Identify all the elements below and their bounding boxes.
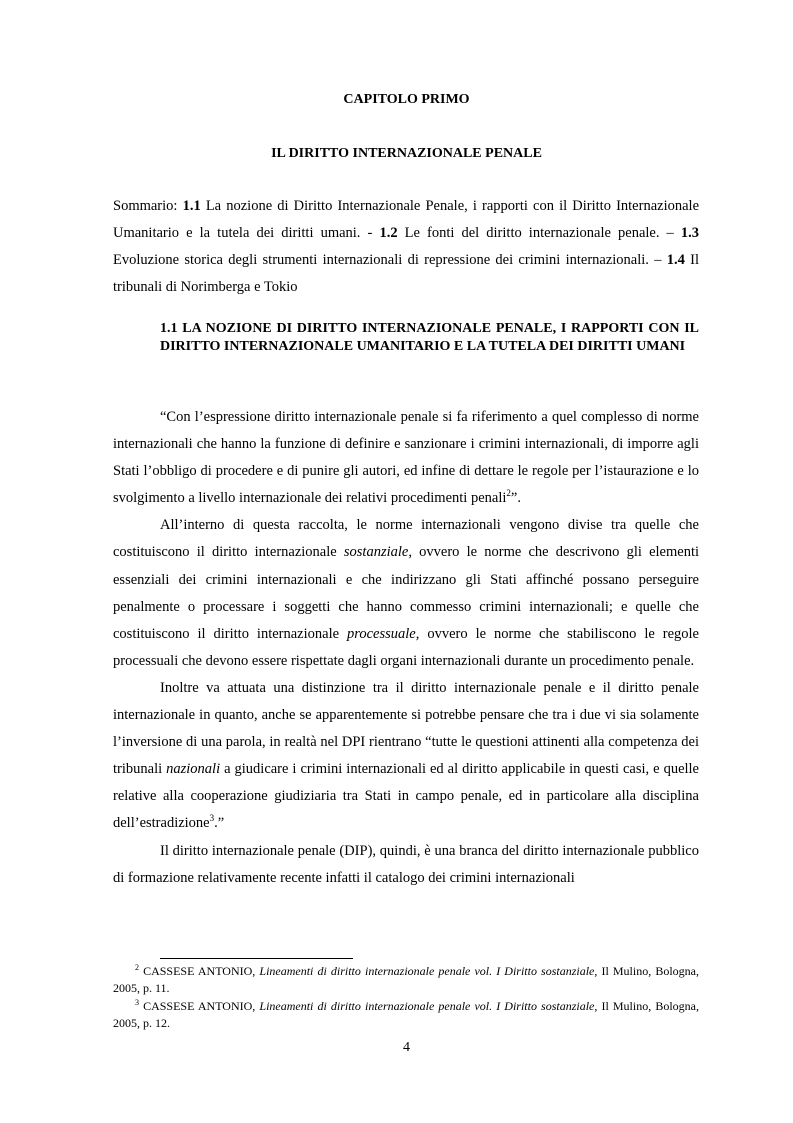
- emphasis-text: processuale,: [347, 625, 420, 642]
- emphasis-text: sostanziale,: [343, 544, 412, 561]
- footnote-title: Lineamenti di diritto internazionale penale vol. I Diritto sostanziale: [259, 964, 595, 978]
- chapter-subtitle: IL DIRITTO INTERNAZIONALE PENALE: [271, 146, 542, 161]
- footnotes: [113, 963, 699, 1033]
- chapter-title: CAPITOLO PRIMO: [343, 92, 470, 107]
- paragraph-text: All’interno di questa raccolta, le norme internazionali vengono divise tra quelle che costituiscono il diritto internazionale: [113, 517, 699, 561]
- footnote-number: 2: [135, 963, 139, 972]
- footnote-ref[interactable]: 2: [506, 488, 511, 499]
- summary: [113, 193, 699, 301]
- paragraph: [113, 838, 699, 892]
- paragraph: [113, 675, 699, 838]
- footnote-author: CASSESE ANTONIO,: [139, 999, 260, 1013]
- footnote-rest: , Il Mulino, Bologna, 2005, p. 11.: [113, 964, 699, 995]
- summary-item-number: 1.4: [666, 252, 685, 268]
- page-number: 4: [403, 1040, 410, 1055]
- footnote: [113, 963, 699, 997]
- summary-item-text: La nozione di Diritto Internazionale Penale, i rapporti con il Diritto Internazionale Umanitario e la tutela dei diritti umani. -: [113, 198, 700, 241]
- section-heading: 1.1 LA NOZIONE DI DIRITTO INTERNAZIONALE PENALE, I RAPPORTI CON IL DIRITTO INTERNAZIONALE UMANITARIO E LA TUTELA DEI DIRITTI UMANI: [160, 321, 699, 354]
- footnote-ref[interactable]: 3: [209, 813, 215, 824]
- footnote-rest: , Il Mulino, Bologna, 2005, p. 12.: [113, 999, 699, 1030]
- summary-item-text: Evoluzione storica degli strumenti internazionali di repressione dei crimini internazionali. –: [113, 252, 667, 268]
- footnote-title: Lineamenti di diritto internazionale penale vol. I Diritto sostanziale: [259, 999, 595, 1013]
- emphasis-text: nazionali: [166, 761, 221, 778]
- summary-item-number: 1.2: [379, 225, 398, 241]
- summary-item-number: 1.3: [680, 225, 700, 241]
- paragraph: [113, 512, 699, 675]
- summary-item-text: Il tribunali di Norimberga e Tokio: [113, 252, 699, 295]
- paragraph: [113, 404, 699, 512]
- paragraph-text: ”.: [510, 490, 521, 507]
- paragraph-text: ovvero le norme che stabiliscono le regole processuali che devono essere rispettate dagli organi internazionali durante un procedimento penale.: [113, 625, 699, 669]
- paragraph-text: ovvero le norme che descrivono gli elementi essenziali dei crimini internazionali e che indirizzano gli Stati affinché possano perseguire penalmente o processare i soggetti che hanno commesso crimini internazionali; e quelle che costituiscono il diritto internazionale: [113, 544, 699, 642]
- paragraph-text: .”: [214, 815, 225, 832]
- paragraph-text: Il diritto internazionale penale (DIP), quindi, è una branca del diritto internazionale pubblico di formazione relativamente recente infatti il catalogo dei crimini internazionali: [113, 842, 699, 886]
- summary-item-text: Le fonti del diritto internazionale penale. –: [397, 225, 681, 241]
- footnote-separator: [160, 958, 353, 959]
- paragraph-text: “Con l’espressione diritto internazionale penale si fa riferimento a quel complesso di norme internazionali che hanno la funzione di definire e sanzionare i crimini internazionali, di imporre agli Stati l’obbligo di procedere e di punire gli autori, ed infine di dettare le regole per l’istaurazione e lo svolgimento a livello internazionale dei relativi procedimenti penali: [113, 409, 699, 507]
- body-text: [113, 404, 699, 892]
- paragraph-text: Inoltre va attuata una distinzione tra il diritto internazionale penale e il diritto penale internazionale in quanto, anche se apparentemente si potrebbe pensare che tra i due vi sia solamente l’inversione di una parola, in realtà nel DPI rientrano “tutte le questioni attinenti alla competenza dei tribunali: [113, 679, 699, 778]
- paragraph-text: a giudicare i crimini internazionali ed al diritto applicabile in questi casi, e quelle relative alla cooperazione giudiziaria tra Stati in campo penale, ed in particolare alla disciplina dell’estradizione: [113, 761, 699, 832]
- summary-label: Sommario:: [113, 198, 183, 214]
- footnote: [113, 998, 699, 1032]
- footnote-author: CASSESE ANTONIO,: [139, 964, 260, 978]
- summary-item-number: 1.1: [182, 198, 201, 214]
- footnote-number: 3: [135, 998, 139, 1007]
